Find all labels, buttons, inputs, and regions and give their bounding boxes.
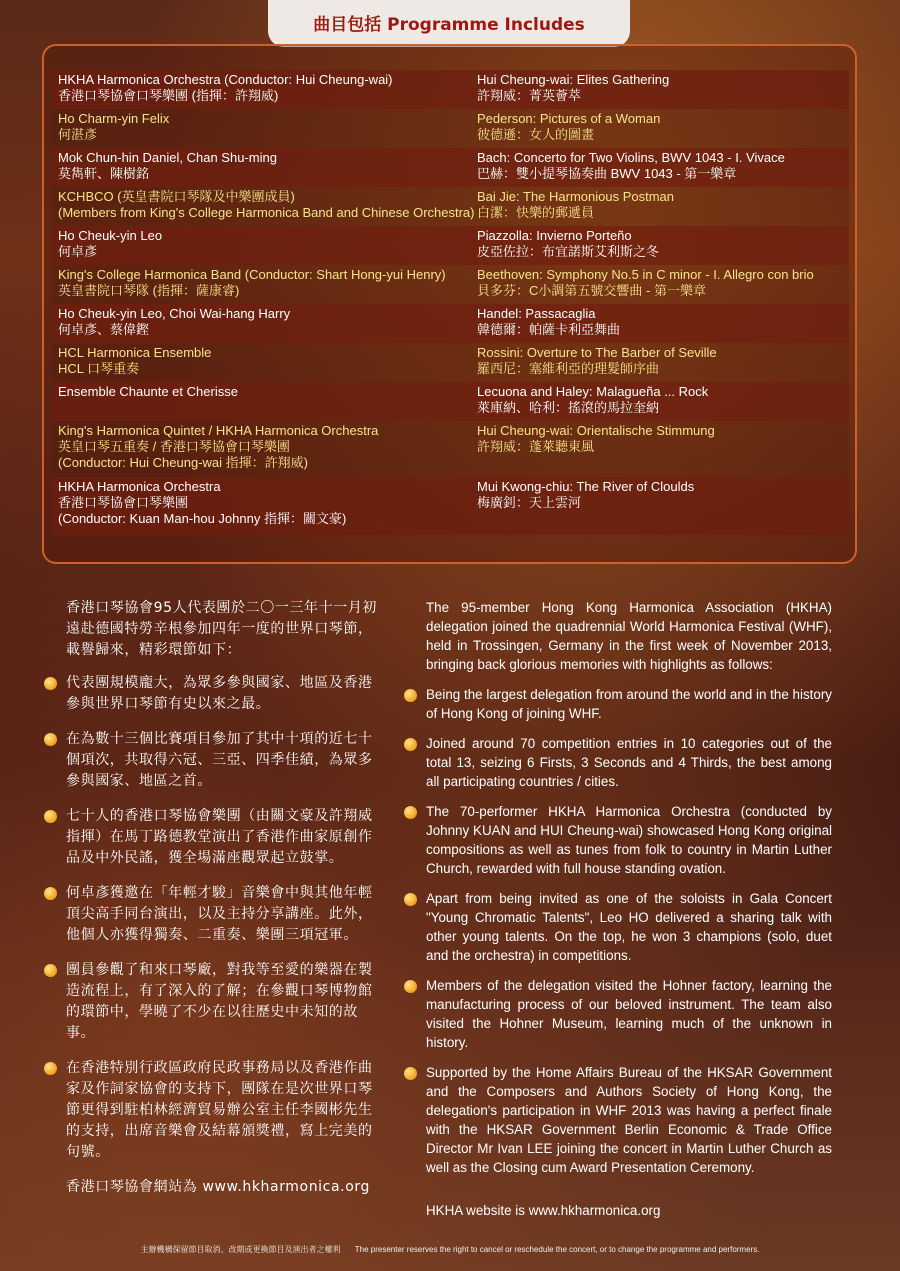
performer-line: 英皇口琴五重奏 / 香港口琴協會口琴樂團 — [58, 439, 290, 454]
programme-row — [52, 382, 849, 421]
performer-line: 何湛彥 — [58, 127, 98, 142]
piece-cell — [471, 421, 849, 477]
piece-line: 彼德遜：女人的圖畫 — [477, 127, 595, 142]
performer-line: (Conductor: Kuan Man-hou Johnny 指揮：關文豪) — [58, 511, 347, 526]
performer-line: (Members from King's College Harmonica Band and Chinese Orchestra) — [58, 205, 475, 220]
en-bullet-text: Joined around 70 competition entries in 10 categories out of the total 13, seizing 6 Firsts, 3 Seconds and 4 Thirds, the best among all participating countries / cities. — [426, 736, 832, 789]
bullet-dot-icon — [404, 806, 417, 819]
piece-line: 韓德爾：帕薩卡利亞舞曲 — [477, 322, 621, 337]
en-bullet-text: The 70-performer HKHA Harmonica Orchestra (conducted by Johnny KUAN and HUI Cheung-wai) showcased Hong Kong original compositions as well as tunes from folk to country in Martin Luther Church, rewarded with full house standing ovation. — [426, 804, 832, 876]
performer-line: HCL 口琴重奏 — [58, 361, 140, 376]
performer-cell — [52, 343, 471, 382]
zh-bullet-item — [44, 883, 384, 946]
zh-bullet-item — [44, 806, 384, 869]
bullet-dot-icon — [44, 733, 57, 746]
performer-line: 何卓彥、蔡偉鏗 — [58, 322, 150, 337]
piece-line: 貝多芬：C小調第五號交響曲 - 第一樂章 — [477, 283, 706, 298]
performer-line: Ensemble Chaunte et Cherisse — [58, 384, 238, 399]
bullet-dot-icon — [404, 738, 417, 751]
programme-row — [52, 226, 849, 265]
zh-bullet-item — [44, 1058, 384, 1163]
bullet-dot-icon — [404, 689, 417, 702]
footer-disclaimer — [0, 1244, 900, 1255]
piece-line: Beethoven: Symphony No.5 in C minor - I. Allegro con brio — [477, 267, 814, 282]
en-bullet-item — [404, 976, 832, 1052]
footer-en: The presenter reserves the right to cancel or reschedule the concert, or to change the programme and performers. — [354, 1245, 760, 1254]
piece-line: 許翔威：菁英薈萃 — [477, 88, 582, 103]
programme-row — [52, 421, 849, 477]
performer-line: Mok Chun-hin Daniel, Chan Shu-ming — [58, 150, 277, 165]
zh-bullet-text: 團員參觀了和來口琴廠，對我等至愛的樂器在製造流程上，有了深入的了解；在參觀口琴博物館的環節中，學曉了不少在以往歷史中未知的故事。 — [66, 962, 373, 1041]
zh-bullet-text: 在香港特別行政區政府民政事務局以及香港作曲家及作詞家協會的支持下，團隊在是次世界口琴節更得到駐柏林經濟貿易辦公室主任李國彬先生的支持，出席音樂會及結幕頒獎禮，寫上完美的句號。 — [66, 1060, 373, 1160]
performer-line: 何卓彥 — [58, 244, 98, 259]
performer-cell — [52, 382, 471, 421]
programme-row — [52, 70, 849, 109]
en-bullet-text: Members of the delegation visited the Hohner factory, learning the manufacturing process of our beloved instrument. The team also visited the Hohner Museum, learning much of the unknown in history. — [426, 978, 832, 1050]
performer-line: HKHA Harmonica Orchestra (Conductor: Hui Cheung-wai) — [58, 72, 393, 87]
en-bullet-text: Supported by the Home Affairs Bureau of the HKSAR Government and the Composers and Authors Society of Hong Kong, the delegation's participation in WHF 2013 was having a perfect finale with the HKSAR Government Berlin Economic & Trade Office Director Mr Ivan LEE joining the concert in Martin Luther Church as well as the Closing cum Award Presentation Ceremony. — [426, 1065, 832, 1175]
piece-line: Mui Kwong-chiu: The River of Cloulds — [477, 479, 695, 494]
performer-cell — [52, 70, 471, 109]
performer-line: (Conductor: Hui Cheung-wai 指揮：許翔威) — [58, 455, 308, 470]
piece-cell — [471, 148, 849, 187]
performer-line: King's College Harmonica Band (Conductor: Shart Hong-yui Henry) — [58, 267, 446, 282]
performer-cell — [52, 304, 471, 343]
piece-line: Rossini: Overture to The Barber of Seville — [477, 345, 717, 360]
performer-line: 香港口琴協會口琴樂團 — [58, 495, 189, 510]
zh-bullet-text: 在為數十三個比賽項目參加了其中十項的近七十個項次，共取得六冠、三亞、四季佳績，為眾多參與國家、地區之首。 — [66, 731, 373, 789]
piece-line: 羅西尼：塞維利亞的理髮師序曲 — [477, 361, 660, 376]
en-bullet-item — [404, 802, 832, 878]
programme-row — [52, 343, 849, 382]
en-bullet-item — [404, 734, 832, 791]
performer-cell — [52, 477, 471, 535]
en-bullet-item — [404, 889, 832, 965]
page-title: 曲目包括 Programme Includes — [313, 15, 585, 35]
piece-line: Piazzolla: Invierno Porteño — [477, 228, 632, 243]
piece-line: 巴赫：雙小提琴協奏曲 BWV 1043 - 第一樂章 — [477, 166, 737, 181]
zh-intro: 香港口琴協會95人代表團於二〇一三年十一月初遠赴德國特勞辛根參加四年一度的世界口琴節，載譽歸來，精彩環節如下： — [66, 600, 378, 658]
zh-bullet-text: 代表團規模龐大，為眾多參與國家、地區及香港參與世界口琴節有史以來之最。 — [66, 675, 373, 712]
performer-cell — [52, 421, 471, 477]
piece-line: Handel: Passacaglia — [477, 306, 596, 321]
bullet-dot-icon — [44, 810, 57, 823]
piece-line: Bai Jie: The Harmonious Postman — [477, 189, 675, 204]
programme-row — [52, 148, 849, 187]
performer-line: King's Harmonica Quintet / HKHA Harmonica Orchestra — [58, 423, 379, 438]
performer-line: KCHBCO (英皇書院口琴隊及中樂團成員) — [58, 189, 295, 204]
piece-line: Lecuona and Haley: Malagueña ... Rock — [477, 384, 709, 399]
performer-line: HCL Harmonica Ensemble — [58, 345, 212, 360]
zh-bullet-text: 七十人的香港口琴協會樂團（由關文豪及許翔威指揮）在馬丁路德教堂演出了香港作曲家原創作品及中外民謠，獲全場滿座觀眾起立鼓掌。 — [66, 808, 373, 866]
piece-line: 萊庫納、哈利：搖滾的馬拉奎納 — [477, 400, 660, 415]
bullet-dot-icon — [44, 1062, 57, 1075]
performer-cell — [52, 109, 471, 148]
performer-cell — [52, 187, 475, 226]
piece-cell — [471, 70, 849, 109]
piece-cell — [471, 187, 849, 226]
bullet-dot-icon — [404, 980, 417, 993]
bullet-dot-icon — [44, 964, 57, 977]
en-bullet-item — [404, 685, 832, 723]
bullet-dot-icon — [44, 677, 57, 690]
performer-cell — [52, 148, 471, 187]
header-tab — [268, 0, 630, 47]
zh-bullet-item — [44, 729, 384, 792]
performer-line: 英皇書院口琴隊 (指揮：薩康睿) — [58, 283, 240, 298]
piece-line: Hui Cheung-wai: Elites Gathering — [477, 72, 670, 87]
piece-cell — [471, 226, 849, 265]
programme-row — [52, 265, 849, 304]
piece-line: Pederson: Pictures of a Woman — [477, 111, 661, 126]
piece-line: 許翔威：蓬萊聽東風 — [477, 439, 595, 454]
performer-line: 莫雋軒、陳樹銘 — [58, 166, 150, 181]
footer-zh: 主辦機構保留節目取消、改期或更換節目及演出者之權利 — [140, 1245, 341, 1254]
zh-bullet-item — [44, 673, 384, 715]
performer-cell — [52, 265, 471, 304]
en-bullet-text: Being the largest delegation from around the world and in the history of Hong Kong of joining WHF. — [426, 687, 832, 721]
performer-line: HKHA Harmonica Orchestra — [58, 479, 221, 494]
zh-bullet-text: 何卓彥獲邀在「年輕才駿」音樂會中與其他年輕頂尖高手同台演出，以及主持分享講座。此外，他個人亦獲得獨奏、二重奏、樂團三項冠軍。 — [66, 885, 373, 943]
piece-cell — [471, 477, 849, 535]
piece-cell — [471, 343, 849, 382]
performer-line: Ho Charm-yin Felix — [58, 111, 170, 126]
piece-line: 皮亞佐拉：布宜諾斯艾利斯之冬 — [477, 244, 660, 259]
en-intro: The 95-member Hong Kong Harmonica Association (HKHA) delegation joined the quadrennial World Harmonica Festival (WHF), held in Trossingen, Germany in the first week of November 2013, bringing back glorious memories with highlights as follows: — [426, 600, 832, 672]
en-website: HKHA website is www.hkharmonica.org — [426, 1203, 661, 1218]
performer-line: 香港口琴協會口琴樂團 (指揮：許翔威) — [58, 88, 279, 103]
performer-line: Ho Cheuk-yin Leo, Choi Wai-hang Harry — [58, 306, 291, 321]
chinese-column — [44, 598, 384, 1198]
piece-cell — [471, 382, 849, 421]
zh-bullet-list — [44, 673, 384, 1163]
piece-line: 梅廣釗：天上雲河 — [477, 495, 582, 510]
en-bullet-list — [404, 685, 832, 1177]
programme-row — [52, 109, 849, 148]
zh-bullet-item — [44, 960, 384, 1044]
programme-table — [52, 70, 849, 535]
programme-row — [52, 187, 849, 226]
zh-website: 香港口琴協會網站為 www.hkharmonica.org — [66, 1179, 370, 1195]
bullet-dot-icon — [404, 893, 417, 906]
piece-cell — [471, 109, 849, 148]
piece-cell — [471, 265, 849, 304]
piece-cell — [471, 304, 849, 343]
performer-line: Ho Cheuk-yin Leo — [58, 228, 163, 243]
piece-line: Hui Cheung-wai: Orientalische Stimmung — [477, 423, 715, 438]
english-column — [404, 598, 832, 1220]
bullet-dot-icon — [44, 887, 57, 900]
bullet-dot-icon — [404, 1067, 417, 1080]
en-bullet-text: Apart from being invited as one of the soloists in Gala Concert "Young Chromatic Talents", Leo HO delivered a sharing talk with other young talents. On the top, he won 3 champions (solo, duet and the orchestra) in competitions. — [426, 891, 832, 963]
programme-row — [52, 304, 849, 343]
programme-row — [52, 477, 849, 535]
piece-line: Bach: Concerto for Two Violins, BWV 1043 - I. Vivace — [477, 150, 785, 165]
piece-line: 白潔：快樂的郵遞員 — [477, 205, 595, 220]
en-bullet-item — [404, 1063, 832, 1177]
performer-cell — [52, 226, 471, 265]
